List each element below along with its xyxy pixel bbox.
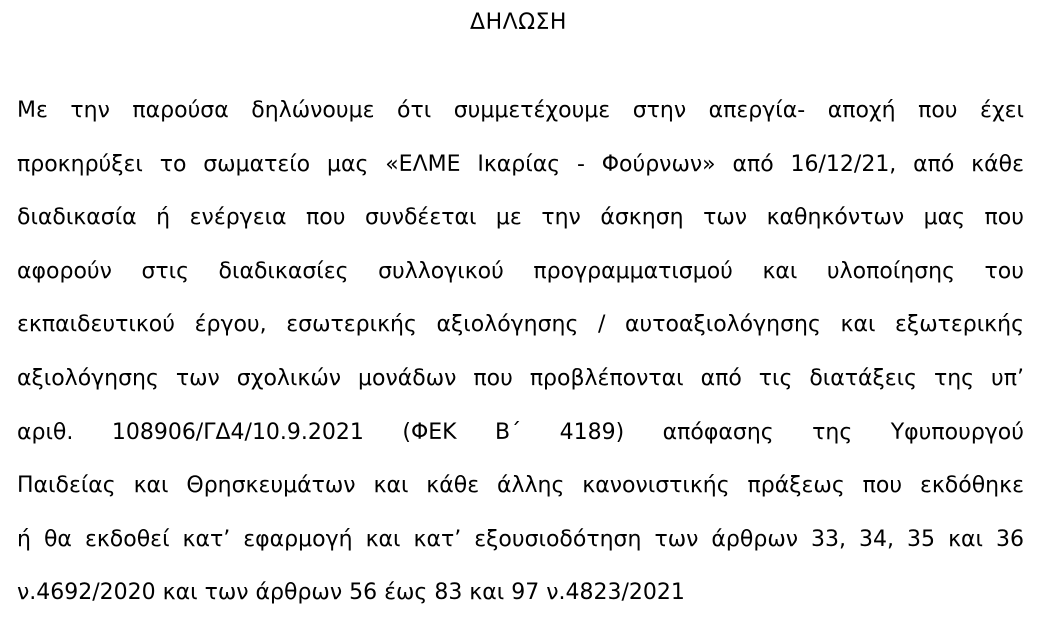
- declaration-line-5: εκπαιδευτικού έργου, εσωτερικής αξιολόγησης / αυτοαξιολόγησης και εξωτερικής: [17, 312, 1024, 338]
- document-title: ΔΗΛΩΣΗ: [470, 10, 567, 35]
- declaration-line-10: ν.4692/2020 και των άρθρων 56 έως 83 και 97 ν.4823/2021: [17, 580, 685, 606]
- declaration-line-2: προκηρύξει το σωματείο μας «ΕΛΜΕ Ικαρίας - Φούρνων» από 16/12/21, από κάθε: [17, 151, 1024, 177]
- declaration-line-3: διαδικασία ή ενέργεια που συνδέεται με την άσκηση των καθηκόντων μας που: [17, 205, 1024, 231]
- declaration-line-7: αριθ. 108906/ΓΔ4/10.9.2021 (ΦΕΚ Β΄ 4189) απόφασης της Υφυπουργού: [17, 419, 1024, 445]
- declaration-line-6: αξιολόγησης των σχολικών μονάδων που προβλέπονται από τις διατάξεις της υπ’: [17, 365, 1024, 391]
- declaration-line-1: Με την παρούσα δηλώνουμε ότι συμμετέχουμε στην απεργία- αποχή που έχει: [17, 98, 1024, 123]
- declaration-line-8: Παιδείας και Θρησκευμάτων και κάθε άλλης κανονιστικής πράξεως που εκδόθηκε: [17, 473, 1024, 499]
- declaration-body: [17, 84, 1024, 620]
- declaration-line-4: αφορούν στις διαδικασίες συλλογικού προγραμματισμού και υλοποίησης του: [17, 258, 1024, 284]
- declaration-line-9: ή θα εκδοθεί κατ’ εφαρμογή και κατ’ εξουσιοδότηση των άρθρων 33, 34, 35 και 36: [17, 526, 1024, 552]
